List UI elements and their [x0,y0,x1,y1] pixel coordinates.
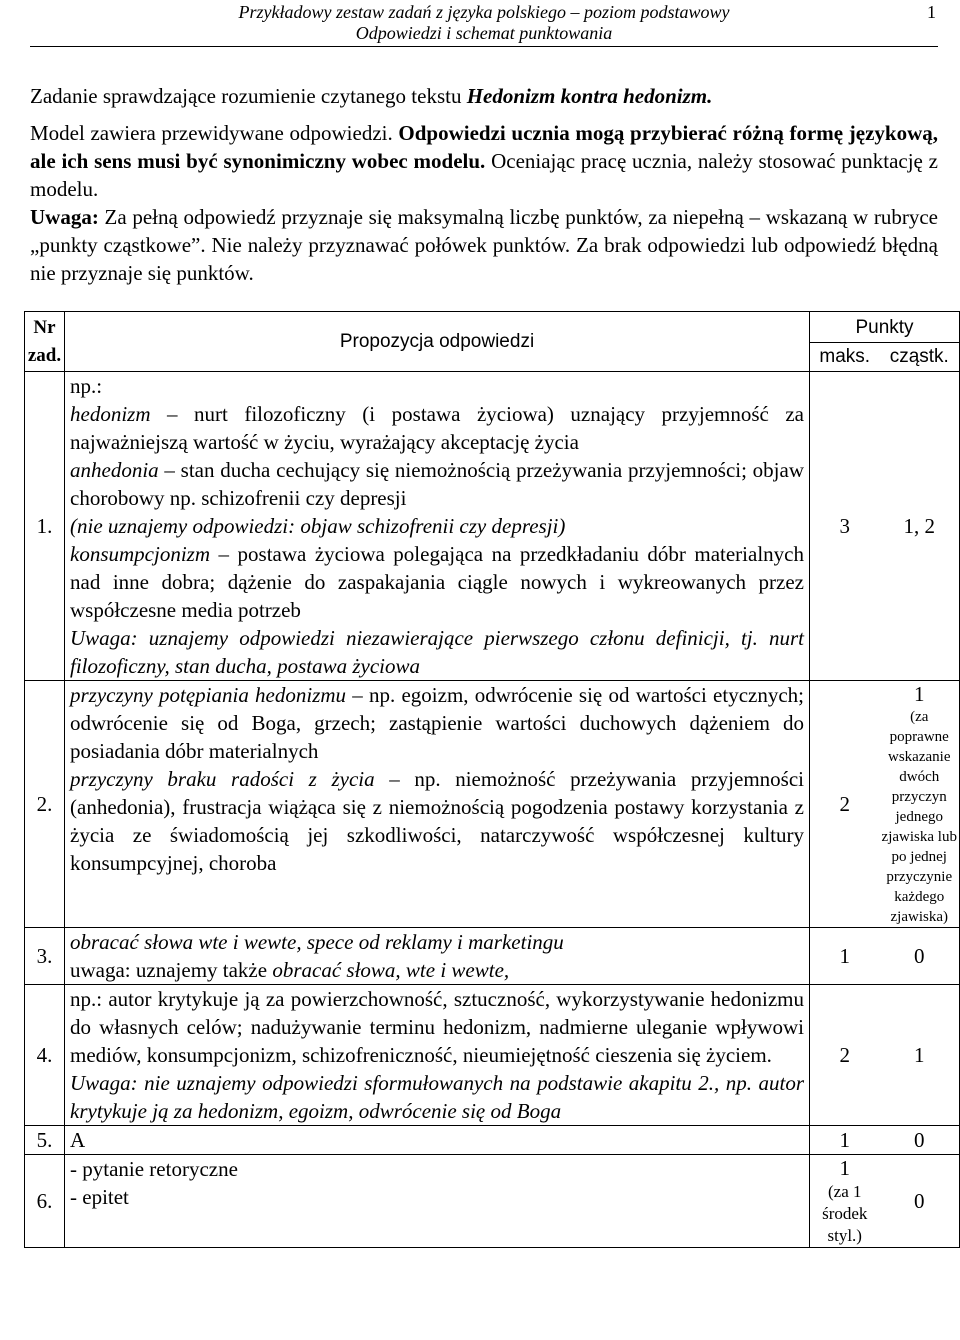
max-points: 1 [810,1126,880,1155]
partial-points: 0 [880,928,960,985]
answer-cell: np.: hedonizm – nurt filozoficzny (i postawa życiowa) uznający przyjemność za najważniejszą wartość w życiu, wyrażający akceptację życia anhedonia – stan ducha cechujący się niemożnością przeżywania przyjemności; objaw chorobowy np. schizofrenii czy depresji (nie uznajemy odpowiedzi: objaw schizofrenii czy depresji) konsumpcjonizm – postawa życiowa polegająca na przedkładaniu dóbr materialnych nad inne dobra; dążenie do zaspakajania ciągle nowych i wykreowanych przez współczesne media potrzeb Uwaga: uznajemy odpowiedzi niezawierające pierwszego członu definicji, tj. nurt filozoficzny, stan ducha, postawa życiowa [65,372,810,681]
scoring-note: Uwaga: Za pełną odpowiedź przyznaje się maksymalną liczbę punktów, za niepełną – wskazaną w rubryce „punkty cząstkowe”. Nie należy przyznawać połówek punktów. Za brak odpowiedzi lub odpowiedź błędną nie przyznaje się punktów. [30,205,938,285]
intro-section [30,82,938,287]
task-number: 3. [25,928,65,985]
task-number: 2. [25,681,65,928]
answer-cell: np.: autor krytykuje ją za powierzchowność, sztuczność, wykorzystywanie hedonizmu do własnych celów; nadużywanie terminu hedonizm, nadmierne uleganie wpływowi mediów, konsumpcjonizm, schizofreniczność, nieumiejętność cieszenia się życiem. Uwaga: nie uznajemy odpowiedzi sformułowanych na podstawie akapitu 2., np. autor krytykuje ją za hedonizm, egoizm, odwrócenie się od Boga [65,985,810,1126]
header-points: Punkty [810,312,960,343]
partial-points: 1 [880,985,960,1126]
max-points: 3 [810,372,880,681]
header-task-number: Nr zad. [25,312,65,372]
max-points: 2 [810,681,880,928]
answer-cell: przyczyny potępiania hedonizmu – np. egoizm, odwrócenie się od wartości etycznych; odwrócenie się od Boga, grzech; zastąpienie wartości duchowych dążeniem do posiadania dóbr materialnych przyczyny braku radości z życia – np. niemożność przeżywania przyjemności (anhedonia), frustracja wiążąca się z niemożnością pogodzenia postawy korzystania z życia ze świadomością jej szkodliwości, natarczywość współczesnej kultury konsumpcyjnej, choroba [65,681,810,928]
table-row [25,372,960,681]
partial-points: 1, 2 [880,372,960,681]
table-row [25,1126,960,1155]
table-row [25,681,960,928]
answer-cell: obracać słowa wte i wewte, spece od reklamy i marketingu uwaga: uznajemy także obracać słowa, wte i wewte, [65,928,810,985]
page-number: 1 [927,2,936,22]
task-number: 6. [25,1155,65,1248]
task-number: 1. [25,372,65,681]
table-row [25,1155,960,1248]
answer-key-table [24,311,960,1248]
table-row [25,985,960,1126]
header-subtitle: Odpowiedzi i schemat punktowania [355,23,613,43]
task-number: 5. [25,1126,65,1155]
partial-points: 0 [880,1155,960,1248]
max-points: 1 [810,928,880,985]
partial-points: 1 (za poprawne wskazanie dwóch przyczyn jednego zjawiska lub po jednej przyczynie każdego zjawiska) [880,681,960,928]
task-number: 4. [25,985,65,1126]
model-description: Model zawiera przewidywane odpowiedzi. Odpowiedzi ucznia mogą przybierać różną formę językową, ale ich sens musi być synonimiczny wobec modelu. Oceniając pracę ucznia, należy stosować punktację z modelu. [30,121,938,201]
task-description: Zadanie sprawdzające rozumienie czytanego tekstu Hedonizm kontra hedonizm. [30,84,713,108]
partial-points: 0 [880,1126,960,1155]
answer-cell: A [65,1126,810,1155]
answer-cell: - pytanie retoryczne - epitet [65,1155,810,1248]
header-title: Przykładowy zestaw zadań z języka polskiego – poziom podstawowy [238,2,730,22]
text-title: Hedonizm kontra hedonizm. [466,84,713,108]
header-max: maks. [810,343,880,372]
header-proposal: Propozycja odpowiedzi [65,312,810,372]
table-row [25,928,960,985]
max-points: 2 [810,985,880,1126]
max-points: 1 (za 1 środek styl.) [810,1155,880,1248]
header-partial: cząstk. [880,343,960,372]
table-header-row [25,312,960,343]
page-header [30,0,938,47]
